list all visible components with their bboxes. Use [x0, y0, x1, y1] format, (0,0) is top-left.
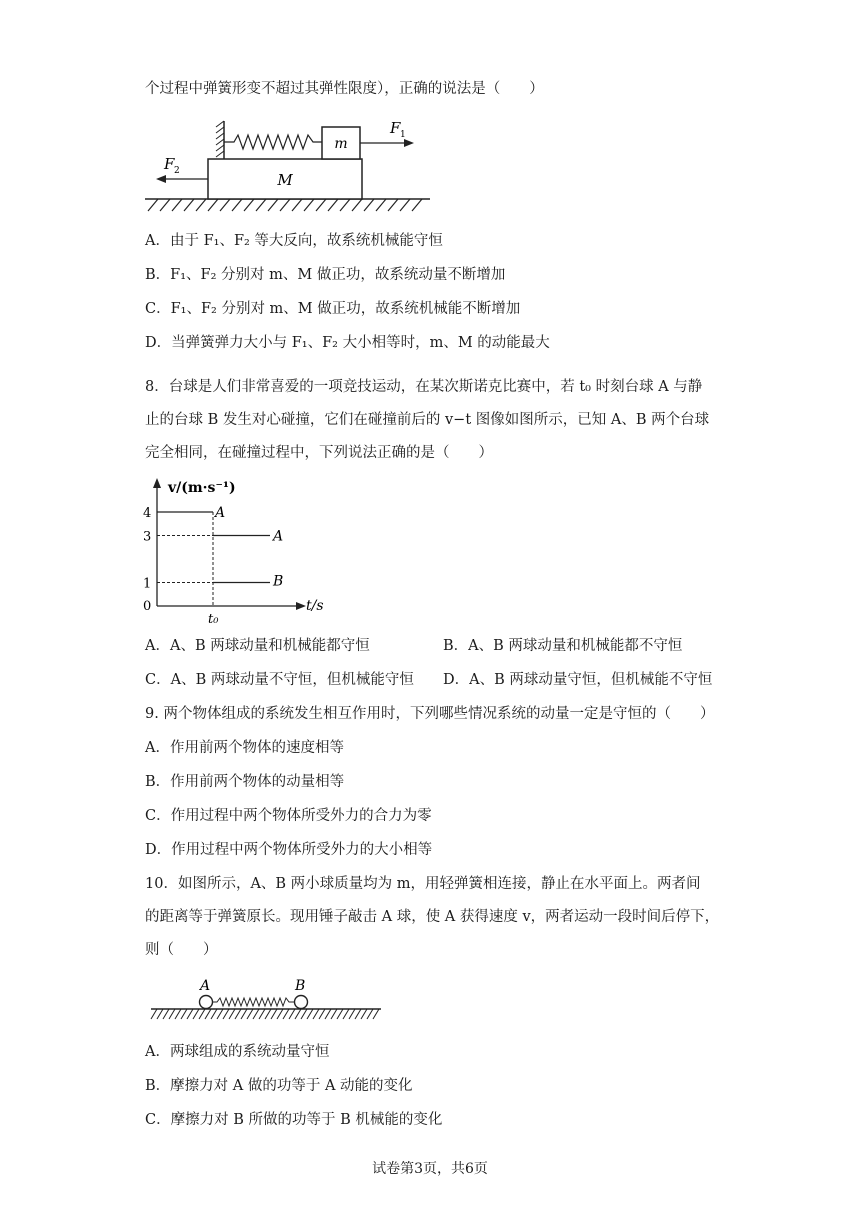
spring: [224, 135, 322, 149]
q10-option-b: B．摩擦力对 A 做的功等于 A 动能的变化: [145, 1078, 413, 1094]
q10-stem-line-1: 10．如图所示，A、B 两小球质量均为 m，用轻弹簧相连接，静止在水平面上。两者间: [145, 876, 701, 892]
q7-option-a: A．由于 F₁、F₂ 等大反向，故系统机械能守恒: [145, 233, 443, 249]
x-tick-label: t₀: [208, 612, 219, 627]
vt-chart: [140, 478, 340, 628]
label-F1: F: [390, 119, 401, 137]
q8-option-d: D．A、B 两球动量守恒，但机械能不守恒: [443, 672, 713, 688]
q8-option-c: C．A、B 两球动量不守恒，但机械能守恒: [145, 672, 414, 688]
ball-B: [295, 996, 308, 1009]
q8-option-a: A．A、B 两球动量和机械能都守恒: [145, 638, 370, 654]
q7-option-c: C．F₁、F₂ 分别对 m、M 做正功，故系统机械能不断增加: [145, 301, 521, 317]
q9-option-d: D．作用过程中两个物体所受外力的大小相等: [145, 842, 433, 858]
y-tick-label: 1: [143, 576, 152, 592]
figure-spring-blocks: [140, 115, 440, 215]
y-tick-label: 4: [143, 506, 152, 521]
page-footer: 试卷第3页，共6页: [372, 1161, 488, 1177]
q9-option-a: A．作用前两个物体的速度相等: [145, 740, 344, 756]
ball-A: [200, 996, 213, 1009]
series-b-label: B: [273, 573, 284, 590]
q10-stem-line-2: 的距离等于弹簧原长。现用锤子敲击 A 球，使 A 获得速度 v，两者运动一段时间后停下，: [145, 909, 720, 925]
y-tick-label: 3: [143, 529, 152, 545]
q10-stem-line-3: 则（ ）: [145, 942, 218, 958]
origin-label: 0: [143, 599, 152, 614]
q10-option-a: A．两球组成的系统动量守恒: [145, 1044, 330, 1060]
label-ball-B: B: [295, 978, 306, 994]
q7-option-b: B．F₁、F₂ 分别对 m、M 做正功，故系统动量不断增加: [145, 267, 506, 283]
q8-stem-line-3: 完全相同，在碰撞过程中，下列说法正确的是（ ）: [145, 445, 493, 461]
q9-stem: 9. 两个物体组成的系统发生相互作用时，下列哪些情况系统的动量一定是守恒的（ ）: [145, 706, 715, 722]
q8-option-b: B．A、B 两球动量和机械能都不守恒: [443, 638, 683, 654]
q8-stem-line-1: 8．台球是人们非常喜爱的一项竞技运动，在某次斯诺克比赛中，若 t₀ 时刻台球 A 与静: [145, 379, 703, 395]
q9-option-b: B．作用前两个物体的动量相等: [145, 774, 345, 790]
x-axis-label: t/s: [306, 598, 324, 614]
question-7-stem-continuation: 个过程中弹簧形变不超过其弹性限度），正确的说法是（ ）: [145, 81, 544, 97]
label-F1-sub: 1: [400, 130, 406, 140]
series-a-label-after: A: [273, 528, 284, 545]
spring-AB: [213, 998, 295, 1006]
label-F2-sub: 2: [174, 166, 180, 176]
q8-stem-line-2: 止的台球 B 发生对心碰撞，它们在碰撞前后的 v−t 图像如图所示，已知 A、B 两个台球: [145, 412, 710, 428]
label-M: M: [277, 171, 293, 189]
figure-two-balls-spring: [145, 976, 385, 1026]
label-F2: F: [164, 155, 175, 173]
label-m: m: [334, 136, 348, 152]
series-a-label-before: A: [215, 505, 226, 521]
y-axis-label: v/(m·s⁻¹): [168, 480, 236, 496]
label-ball-A: A: [200, 978, 211, 994]
q10-option-c: C．摩擦力对 B 所做的功等于 B 机械能的变化: [145, 1112, 443, 1128]
q7-option-d: D．当弹簧弹力大小与 F₁、F₂ 大小相等时，m、M 的动能最大: [145, 335, 550, 351]
q9-option-c: C．作用过程中两个物体所受外力的合力为零: [145, 808, 432, 824]
